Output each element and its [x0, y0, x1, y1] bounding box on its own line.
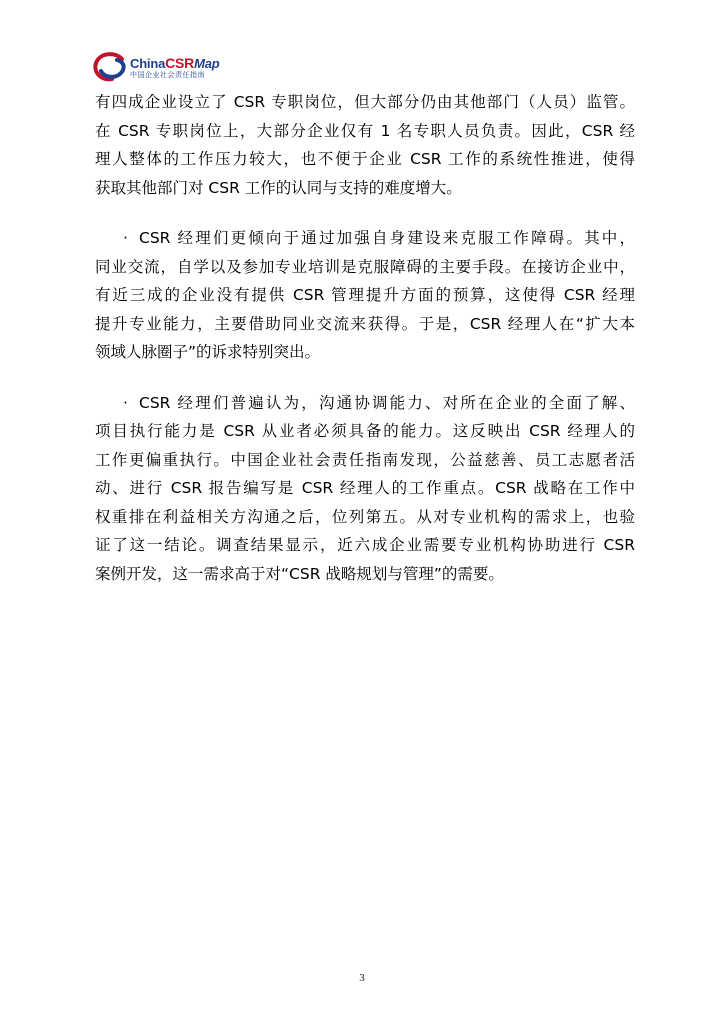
- text-line: 案例开发，这一需求高于对“CSR 战略规划与管理”的需要。: [95, 564, 504, 583]
- paragraph-2: [95, 224, 635, 367]
- text-line: 在 CSR 专职岗位上，大部分企业仅有 1 名专职人员负责。因此，CSR 经: [95, 121, 635, 140]
- text-line: 提升专业能力，主要借助同业交流来获得。于是，CSR 经理人在“扩大本: [95, 314, 635, 333]
- text-line: 工作更偏重执行。中国企业社会责任指南发现，公益慈善、员工志愿者活: [95, 450, 635, 469]
- text-line: 理人整体的工作压力较大，也不便于企业 CSR 工作的系统性推进，使得: [95, 150, 635, 168]
- document-body: [95, 88, 635, 610]
- bullet-marker: ·: [123, 229, 128, 247]
- chinacsrmap-logo: [92, 50, 220, 84]
- text-line: 同业交流，自学以及参加专业培训是克服障碍的主要手段。在接访企业中，: [95, 257, 635, 276]
- logo-title-map: Map: [194, 55, 220, 71]
- text-line-first: [95, 389, 635, 418]
- logo-title-china: China: [130, 55, 166, 71]
- logo-swirl-icon: [92, 50, 128, 84]
- text-line: 有四成企业设立了 CSR 专职岗位，但大部分仍由其他部门（人员）监管。: [95, 93, 635, 111]
- text-line-first: [95, 224, 635, 253]
- text-line: 权重排在利益相关方沟通之后，位列第五。从对专业机构的需求上，也验: [95, 507, 635, 526]
- text-line: 动、进行 CSR 报告编写是 CSR 经理人的工作重点。CSR 战略在工作中: [95, 479, 635, 497]
- text-line: 获取其他部门对 CSR 工作的认同与支持的难度增大。: [95, 178, 462, 197]
- text-line: 证了这一结论。调查结果显示，近六成企业需要专业机构协助进行 CSR: [95, 536, 635, 554]
- bullet-text: CSR 经理们更倾向于通过加强自身建设来克服工作障碍。其中，: [139, 229, 635, 247]
- logo-subtitle: 中国企业社会责任指南: [130, 70, 205, 79]
- text-line: 领域人脉圈子”的诉求特别突出。: [95, 343, 321, 361]
- paragraph-3: [95, 389, 635, 589]
- bullet-marker: ·: [123, 393, 128, 412]
- text-line: 有近三成的企业没有提供 CSR 管理提升方面的预算，这使得 CSR 经理: [95, 286, 635, 304]
- logo-title: [130, 56, 220, 70]
- bullet-text: CSR 经理们普遍认为，沟通协调能力、对所在企业的全面了解、: [139, 393, 635, 412]
- text-line: 项目执行能力是 CSR 从业者必须具备的能力。这反映出 CSR 经理人的: [95, 422, 635, 440]
- page-number: 3: [359, 972, 365, 984]
- logo-title-csr: CSR: [165, 54, 195, 71]
- paragraph-1: [95, 88, 635, 202]
